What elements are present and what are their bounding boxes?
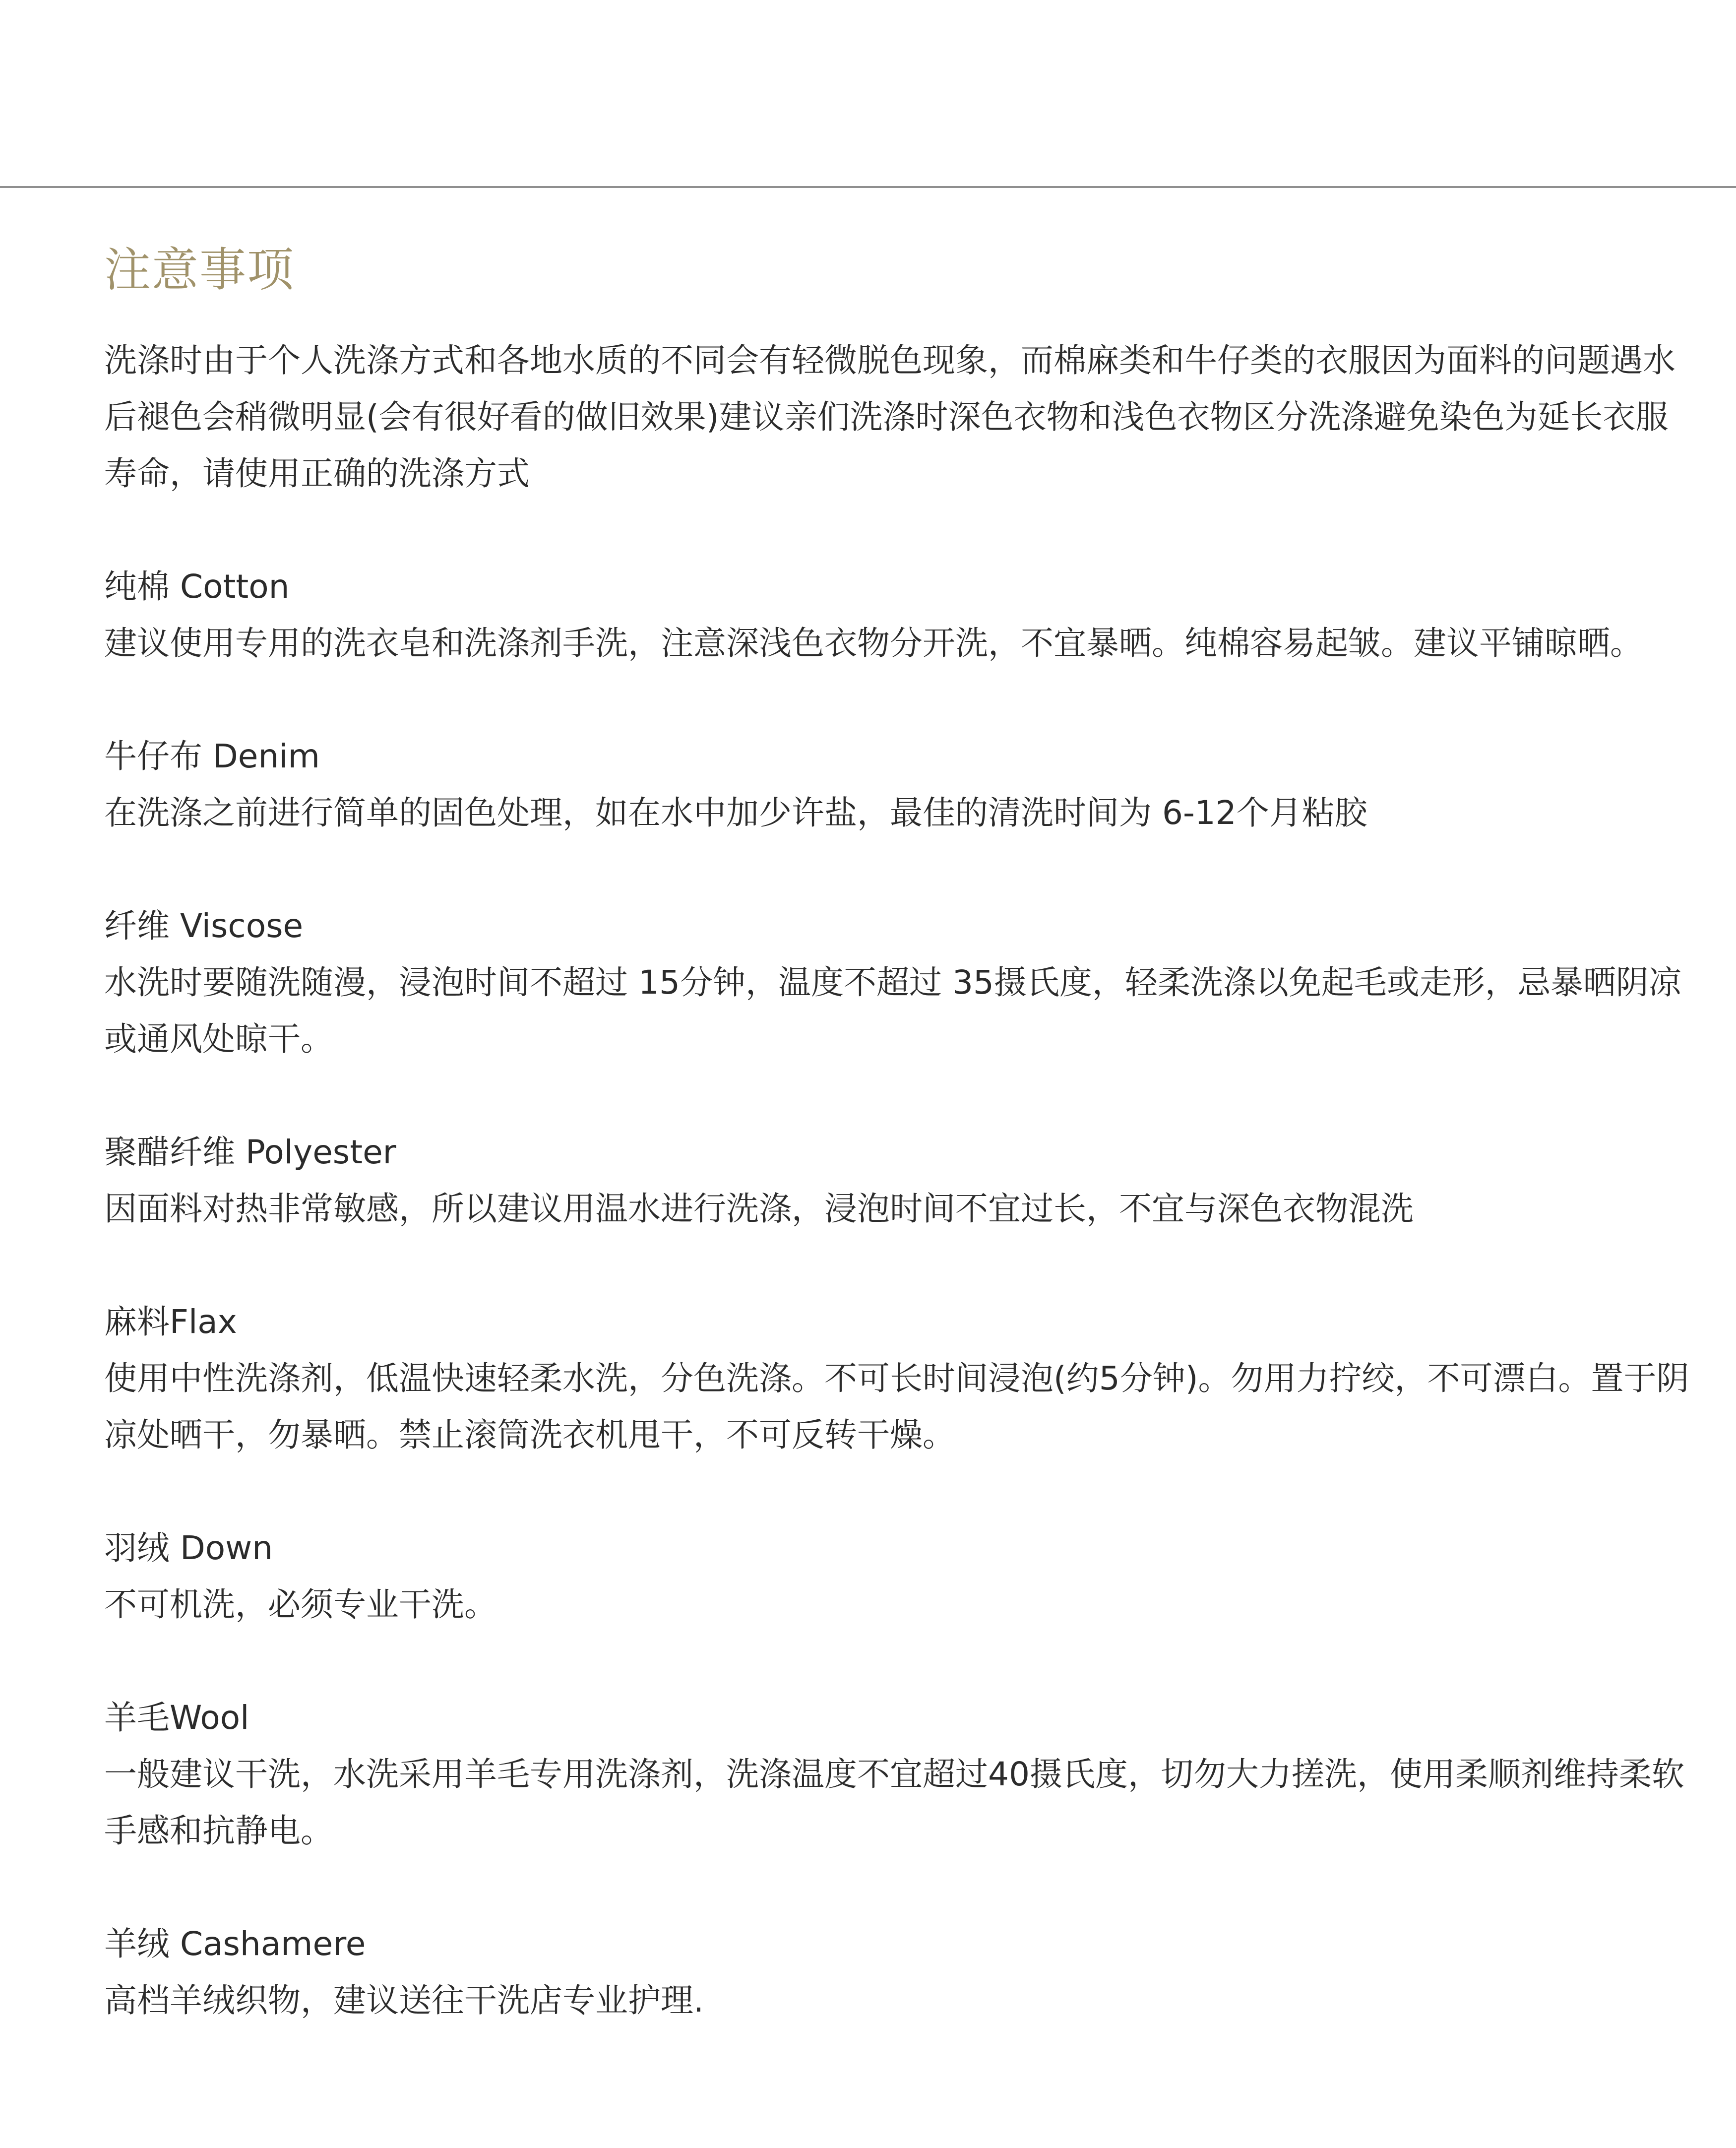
section-body: 水洗时要随洗随漫，浸泡时间不超过 15分钟，温度不超过 35摄氏度，轻柔洗涤以免起毛或走形，忌暴晒阴凉或通风处晾干。 — [104, 963, 1681, 1058]
section-body: 高档羊绒织物，建议送往干洗店专业护理. — [104, 1981, 704, 2020]
section-heading: 纯棉 Cotton — [104, 568, 290, 606]
section-denim — [104, 728, 1691, 841]
page-title: 注意事项 — [104, 243, 295, 297]
section-heading: 聚醋纤维 Polyester — [104, 1133, 396, 1171]
section-down — [104, 1520, 1691, 1633]
section-body: 建议使用专用的洗衣皂和洗涤剂手洗，注意深浅色衣物分开洗，不宜暴晒。纯棉容易起皱。建议平铺晾晒。 — [104, 624, 1643, 662]
section-heading: 羊毛Wool — [104, 1699, 249, 1737]
section-wool — [104, 1690, 1691, 1859]
section-viscose — [104, 898, 1691, 1068]
section-cotton — [104, 559, 1691, 672]
section-polyester — [104, 1124, 1691, 1237]
section-heading: 纤维 Viscose — [104, 907, 304, 945]
section-heading: 麻料Flax — [104, 1303, 237, 1341]
section-heading: 羊绒 Cashamere — [104, 1925, 366, 1963]
section-heading: 羽绒 Down — [104, 1529, 273, 1567]
section-flax — [104, 1294, 1691, 1463]
section-cashmere — [104, 1916, 1691, 2029]
section-body: 不可机洗，必须专业干洗。 — [104, 1585, 497, 1624]
section-body: 在洗涤之前进行简单的固色处理，如在水中加少许盐，最佳的清洗时间为 6-12个月粘胶 — [104, 794, 1367, 832]
section-heading: 牛仔布 Denim — [104, 737, 320, 775]
intro-paragraph: 洗涤时由于个人洗涤方式和各地水质的不同会有轻微脱色现象，而棉麻类和牛仔类的衣服因为面料的问题遇水后褪色会稍微明显(会有很好看的做旧效果)建议亲们洗涤时深色衣物和浅色衣物区分洗涤避免染色为延长衣服寿命，请使用正确的洗涤方式 — [104, 341, 1675, 493]
care-instructions — [104, 233, 1691, 2029]
section-body: 一般建议干洗，水洗采用羊毛专用洗涤剂，洗涤温度不宜超过40摄氏度，切勿大力搓洗，使用柔顺剂维持柔软手感和抗静电。 — [104, 1755, 1684, 1850]
section-body: 使用中性洗涤剂，低温快速轻柔水洗，分色洗涤。不可长时间浸泡(约5分钟)。勿用力拧绞，不可漂白。置于阴凉处晒干，勿暴晒。禁止滚筒洗衣机甩干，不可反转干燥。 — [104, 1359, 1689, 1454]
top-divider — [0, 186, 1736, 188]
section-body: 因面料对热非常敏感，所以建议用温水进行洗涤，浸泡时间不宜过长，不宜与深色衣物混洗 — [104, 1190, 1414, 1228]
